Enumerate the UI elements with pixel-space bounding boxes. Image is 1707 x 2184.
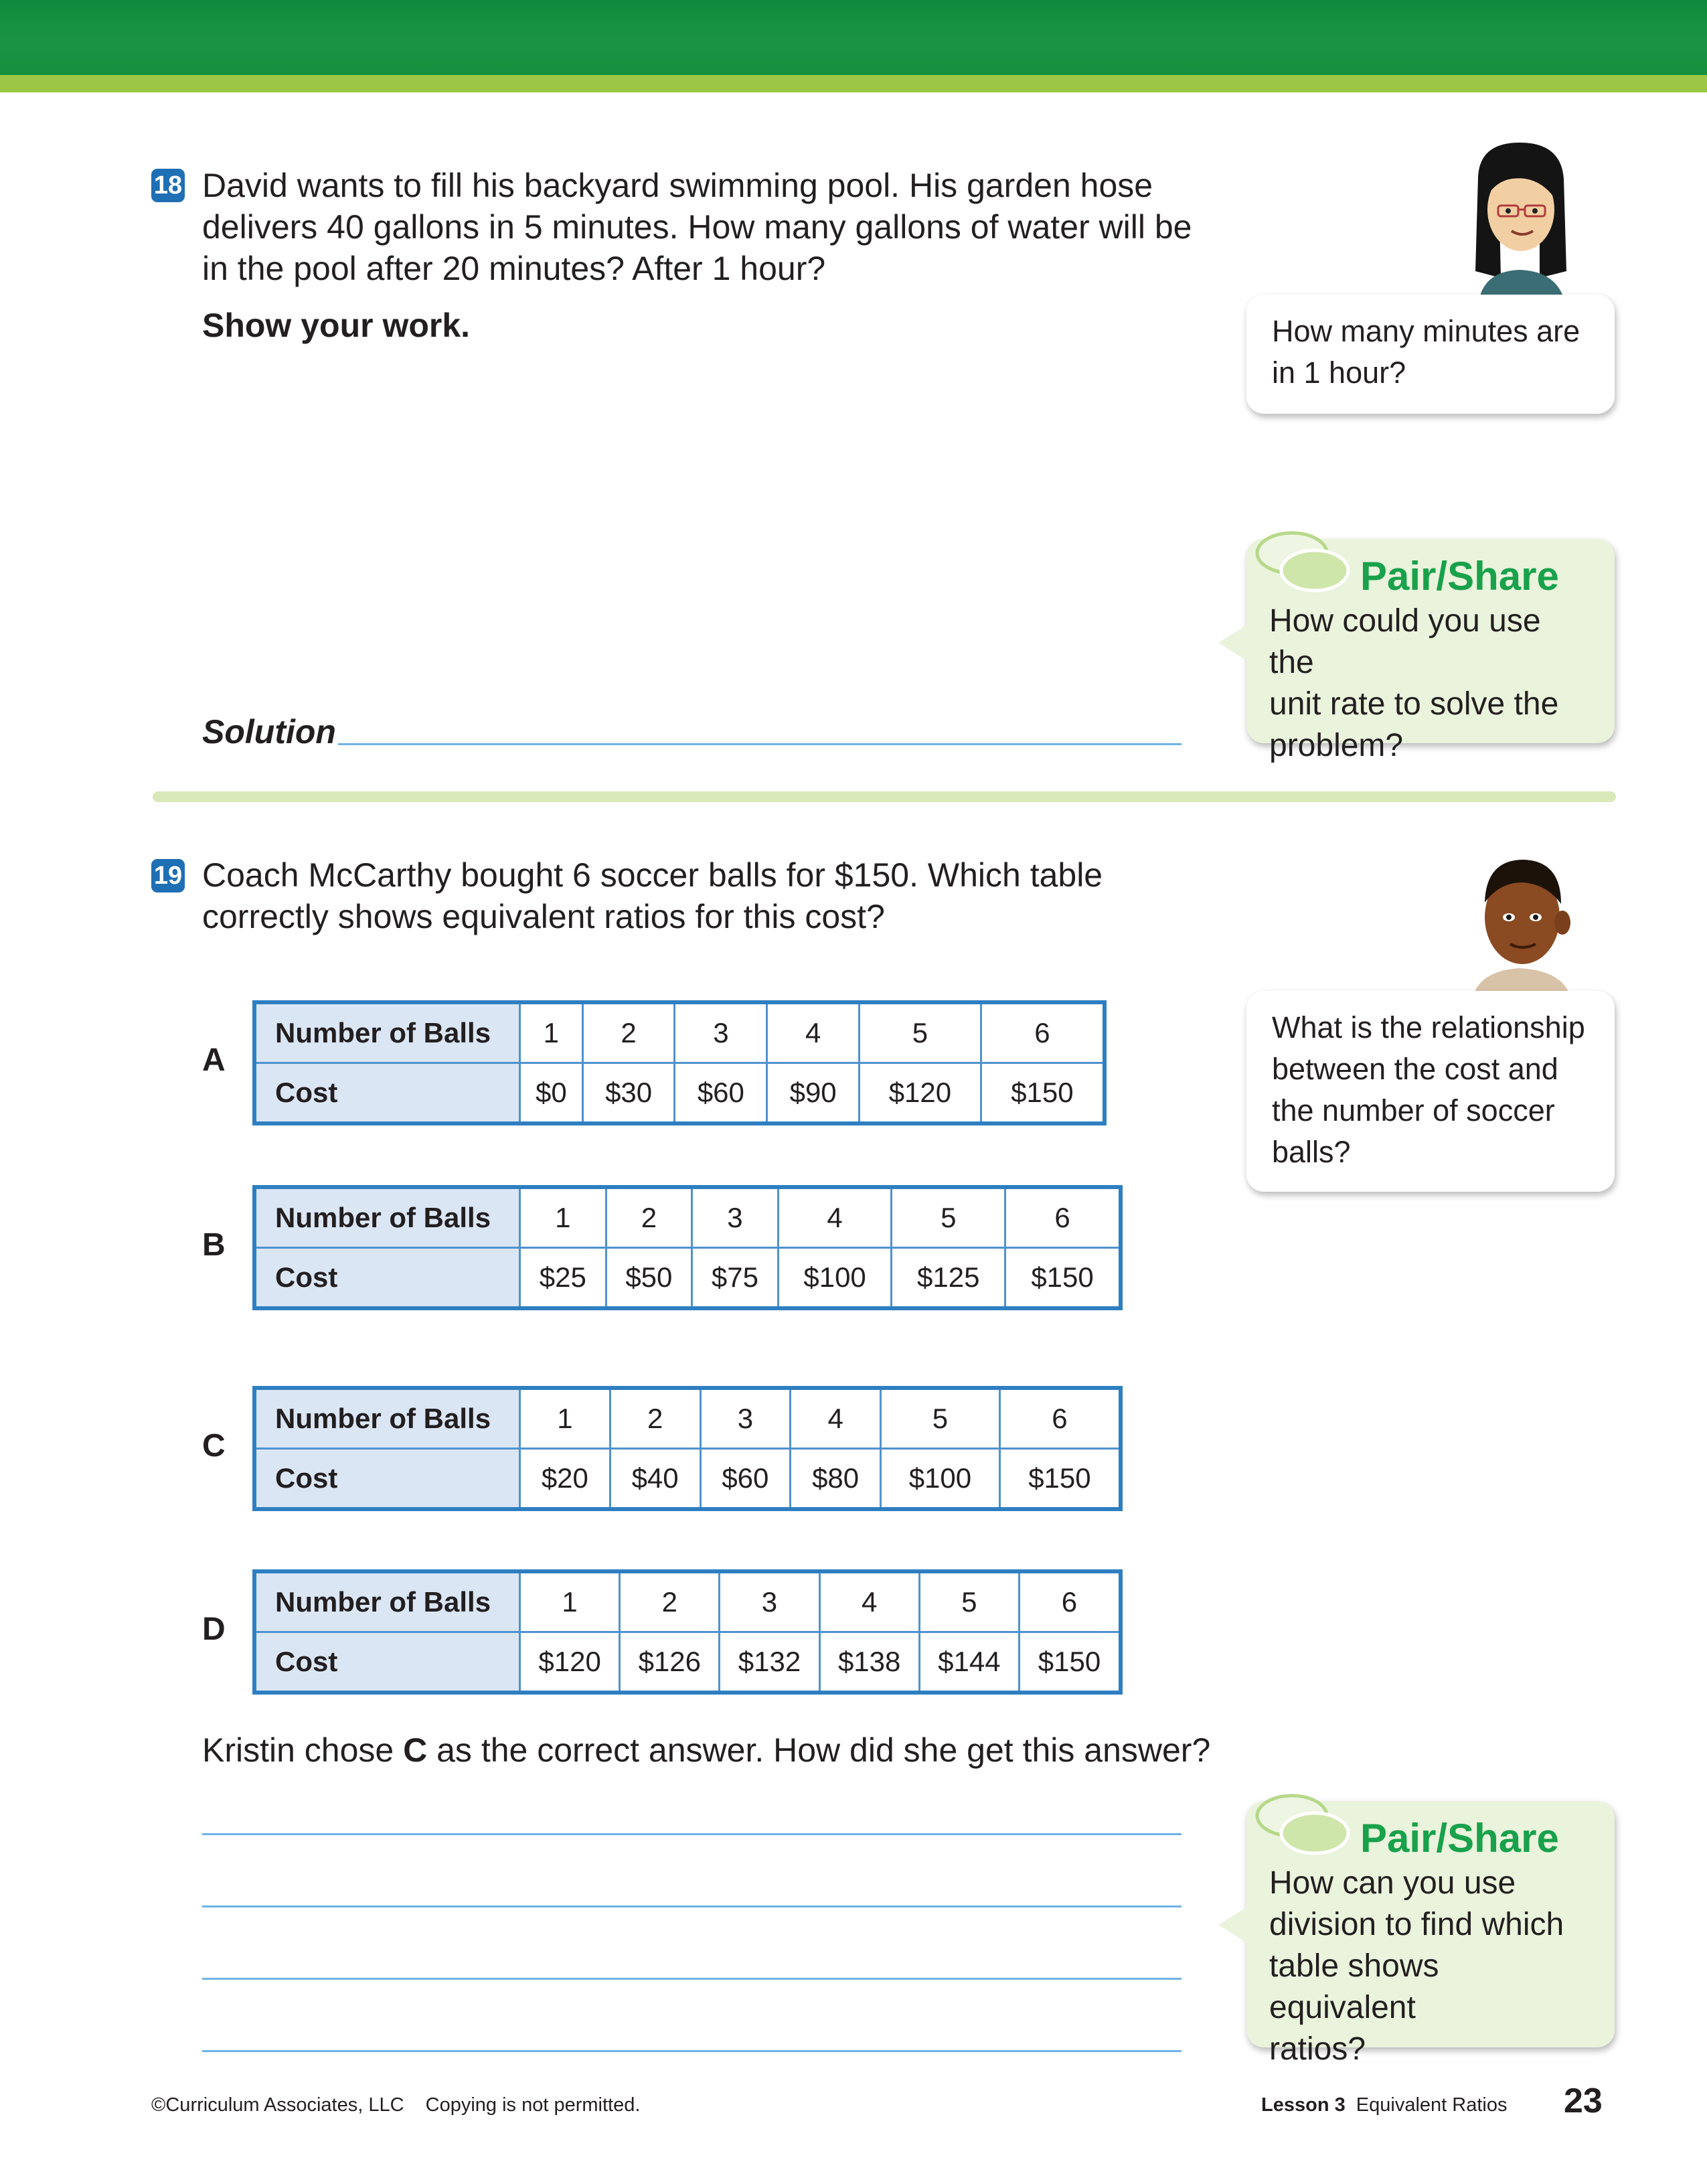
pair-share-title: Pair/Share	[1360, 554, 1559, 599]
lesson-title: Equivalent Ratios	[1356, 2094, 1508, 2116]
table-row-balls	[254, 1002, 1105, 1063]
table-cell: $0	[520, 1063, 583, 1124]
table-cell: $126	[620, 1632, 720, 1693]
copyright-text: ©Curriculum Associates, LLC	[151, 2094, 404, 2116]
ratio-table-a	[252, 1000, 1107, 1125]
table-cell: 4	[791, 1388, 881, 1449]
row-header-cost: Cost	[254, 1063, 520, 1124]
table-cell: 5	[881, 1388, 1000, 1449]
followup-choice: C	[403, 1731, 428, 1769]
table-row-balls	[254, 1571, 1121, 1632]
table-cell: $20	[520, 1449, 611, 1510]
question-18-line: delivers 40 gallons in 5 minutes. How many gallons of water will be	[202, 208, 1192, 246]
student-boy-avatar	[1439, 850, 1600, 998]
table-cell: 2	[620, 1571, 720, 1632]
hint-line: What is the relationship	[1272, 1010, 1585, 1044]
table-cell: $60	[700, 1449, 791, 1510]
pair-share-line: division to find which	[1269, 1907, 1564, 1942]
table-cell: $120	[520, 1632, 620, 1693]
table-cell: 5	[892, 1187, 1005, 1248]
table-cell: 2	[582, 1002, 675, 1063]
solution-label: Solution	[202, 713, 336, 751]
footer-lesson	[1261, 2094, 1507, 2116]
answer-line-4[interactable]	[202, 2050, 1182, 2052]
table-cell: $90	[767, 1063, 860, 1124]
table-cell: $100	[881, 1449, 1000, 1510]
question-18-text	[202, 165, 1206, 289]
option-label-c[interactable]: C	[202, 1428, 226, 1464]
page-number: 23	[1564, 2082, 1603, 2120]
copying-notice: Copying is not permitted.	[425, 2094, 641, 2116]
table-cell: $150	[999, 1449, 1121, 1510]
pair-share-line: unit rate to solve the	[1269, 686, 1559, 722]
answer-line-1[interactable]	[202, 1833, 1182, 1835]
pair-share-line: How can you use	[1269, 1865, 1516, 1901]
hint-line: in 1 hour?	[1272, 356, 1406, 390]
table-cell: $132	[720, 1632, 819, 1693]
student-girl-avatar	[1439, 137, 1600, 298]
row-header-balls: Number of Balls	[254, 1002, 520, 1063]
table-cell: 3	[675, 1002, 767, 1063]
row-header-cost: Cost	[254, 1248, 520, 1309]
table-cell: 6	[1019, 1571, 1121, 1632]
pair-share-title: Pair/Share	[1360, 1816, 1559, 1861]
table-row-balls	[254, 1388, 1121, 1449]
ratio-table-d	[252, 1569, 1123, 1695]
table-cell: $100	[778, 1248, 892, 1309]
header-stripe	[0, 75, 1707, 92]
hint-bubble-q18	[1246, 295, 1615, 414]
row-header-balls: Number of Balls	[254, 1571, 520, 1632]
table-cell: 1	[520, 1388, 611, 1449]
table-row-cost	[254, 1248, 1121, 1309]
pair-share-tail	[1218, 1905, 1250, 1945]
question-18-line: in the pool after 20 minutes? After 1 hour?	[202, 250, 826, 287]
table-cell: 3	[700, 1388, 791, 1449]
table-cell: $150	[981, 1063, 1105, 1124]
ratio-table-c	[252, 1386, 1123, 1511]
table-cell: $150	[1019, 1632, 1121, 1693]
table-cell: 1	[520, 1571, 620, 1632]
table-cell: $120	[860, 1063, 981, 1124]
table-cell: 3	[720, 1571, 819, 1632]
table-cell: 4	[778, 1187, 892, 1248]
table-cell: 5	[919, 1571, 1019, 1632]
pair-share-tail	[1218, 623, 1250, 663]
row-header-balls: Number of Balls	[254, 1388, 520, 1449]
table-cell: 2	[606, 1187, 692, 1248]
table-cell: 6	[981, 1002, 1105, 1063]
followup-text-after: as the correct answer. How did she get this answer?	[427, 1731, 1211, 1769]
ratio-table-b	[252, 1185, 1123, 1310]
followup-question	[202, 1729, 1246, 1771]
answer-line-2[interactable]	[202, 1905, 1182, 1907]
question-19-line: correctly shows equivalent ratios for this cost?	[202, 898, 885, 935]
option-label-b[interactable]: B	[202, 1227, 226, 1263]
question-number-19: 19	[151, 859, 185, 892]
table-cell: $150	[1005, 1248, 1121, 1309]
table-cell: 4	[767, 1002, 860, 1063]
hint-line: balls?	[1272, 1135, 1351, 1169]
table-cell: 3	[692, 1187, 779, 1248]
section-divider	[153, 791, 1616, 802]
table-cell: $144	[919, 1632, 1019, 1693]
answer-line-3[interactable]	[202, 1978, 1182, 1980]
hint-line: between the cost and	[1272, 1052, 1558, 1086]
table-cell: $138	[819, 1632, 919, 1693]
table-cell: $80	[791, 1449, 881, 1510]
header-band	[0, 0, 1707, 75]
option-label-a[interactable]: A	[202, 1042, 226, 1078]
table-row-balls	[254, 1187, 1121, 1248]
solution-answer-line[interactable]	[338, 743, 1182, 745]
table-cell: $40	[610, 1449, 700, 1510]
table-row-cost	[254, 1063, 1105, 1124]
table-cell: 2	[610, 1388, 700, 1449]
option-label-d[interactable]: D	[202, 1612, 226, 1647]
table-cell: 6	[999, 1388, 1121, 1449]
row-header-cost: Cost	[254, 1632, 520, 1693]
table-cell: $25	[520, 1248, 606, 1309]
table-cell: 5	[860, 1002, 981, 1063]
table-row-cost	[254, 1632, 1121, 1693]
lesson-label: Lesson 3	[1261, 2094, 1346, 2116]
table-cell: 6	[1005, 1187, 1121, 1248]
question-18-line: David wants to fill his backyard swimming pool. His garden hose	[202, 167, 1153, 204]
hint-line: the number of soccer	[1272, 1093, 1555, 1127]
footer-copyright	[151, 2094, 640, 2116]
table-cell: 4	[819, 1571, 919, 1632]
hint-bubble-q19	[1246, 991, 1615, 1192]
pair-share-line: table shows equivalent	[1269, 1948, 1439, 2025]
show-work-label: Show your work.	[202, 307, 471, 344]
chat-bubbles-icon	[1253, 1792, 1354, 1859]
hint-line: How many minutes are	[1272, 314, 1580, 348]
row-header-balls: Number of Balls	[254, 1187, 520, 1248]
table-cell: 1	[520, 1187, 606, 1248]
table-cell: $50	[606, 1248, 692, 1309]
row-header-cost: Cost	[254, 1449, 520, 1510]
table-row-cost	[254, 1449, 1121, 1510]
followup-text-before: Kristin chose	[202, 1731, 404, 1769]
table-cell: $75	[692, 1248, 779, 1309]
question-19-text	[202, 854, 1206, 937]
pair-share-line: ratios?	[1269, 2031, 1366, 2067]
pair-share-line: problem?	[1269, 728, 1404, 763]
question-19-line: Coach McCarthy bought 6 soccer balls for $150. Which table	[202, 856, 1103, 894]
table-cell: 1	[520, 1002, 583, 1063]
chat-bubbles-icon	[1253, 529, 1354, 596]
question-number-18: 18	[151, 169, 185, 202]
table-cell: $30	[582, 1063, 675, 1124]
table-cell: $60	[675, 1063, 767, 1124]
table-cell: $125	[892, 1248, 1005, 1309]
pair-share-line: How could you use the	[1269, 603, 1541, 680]
